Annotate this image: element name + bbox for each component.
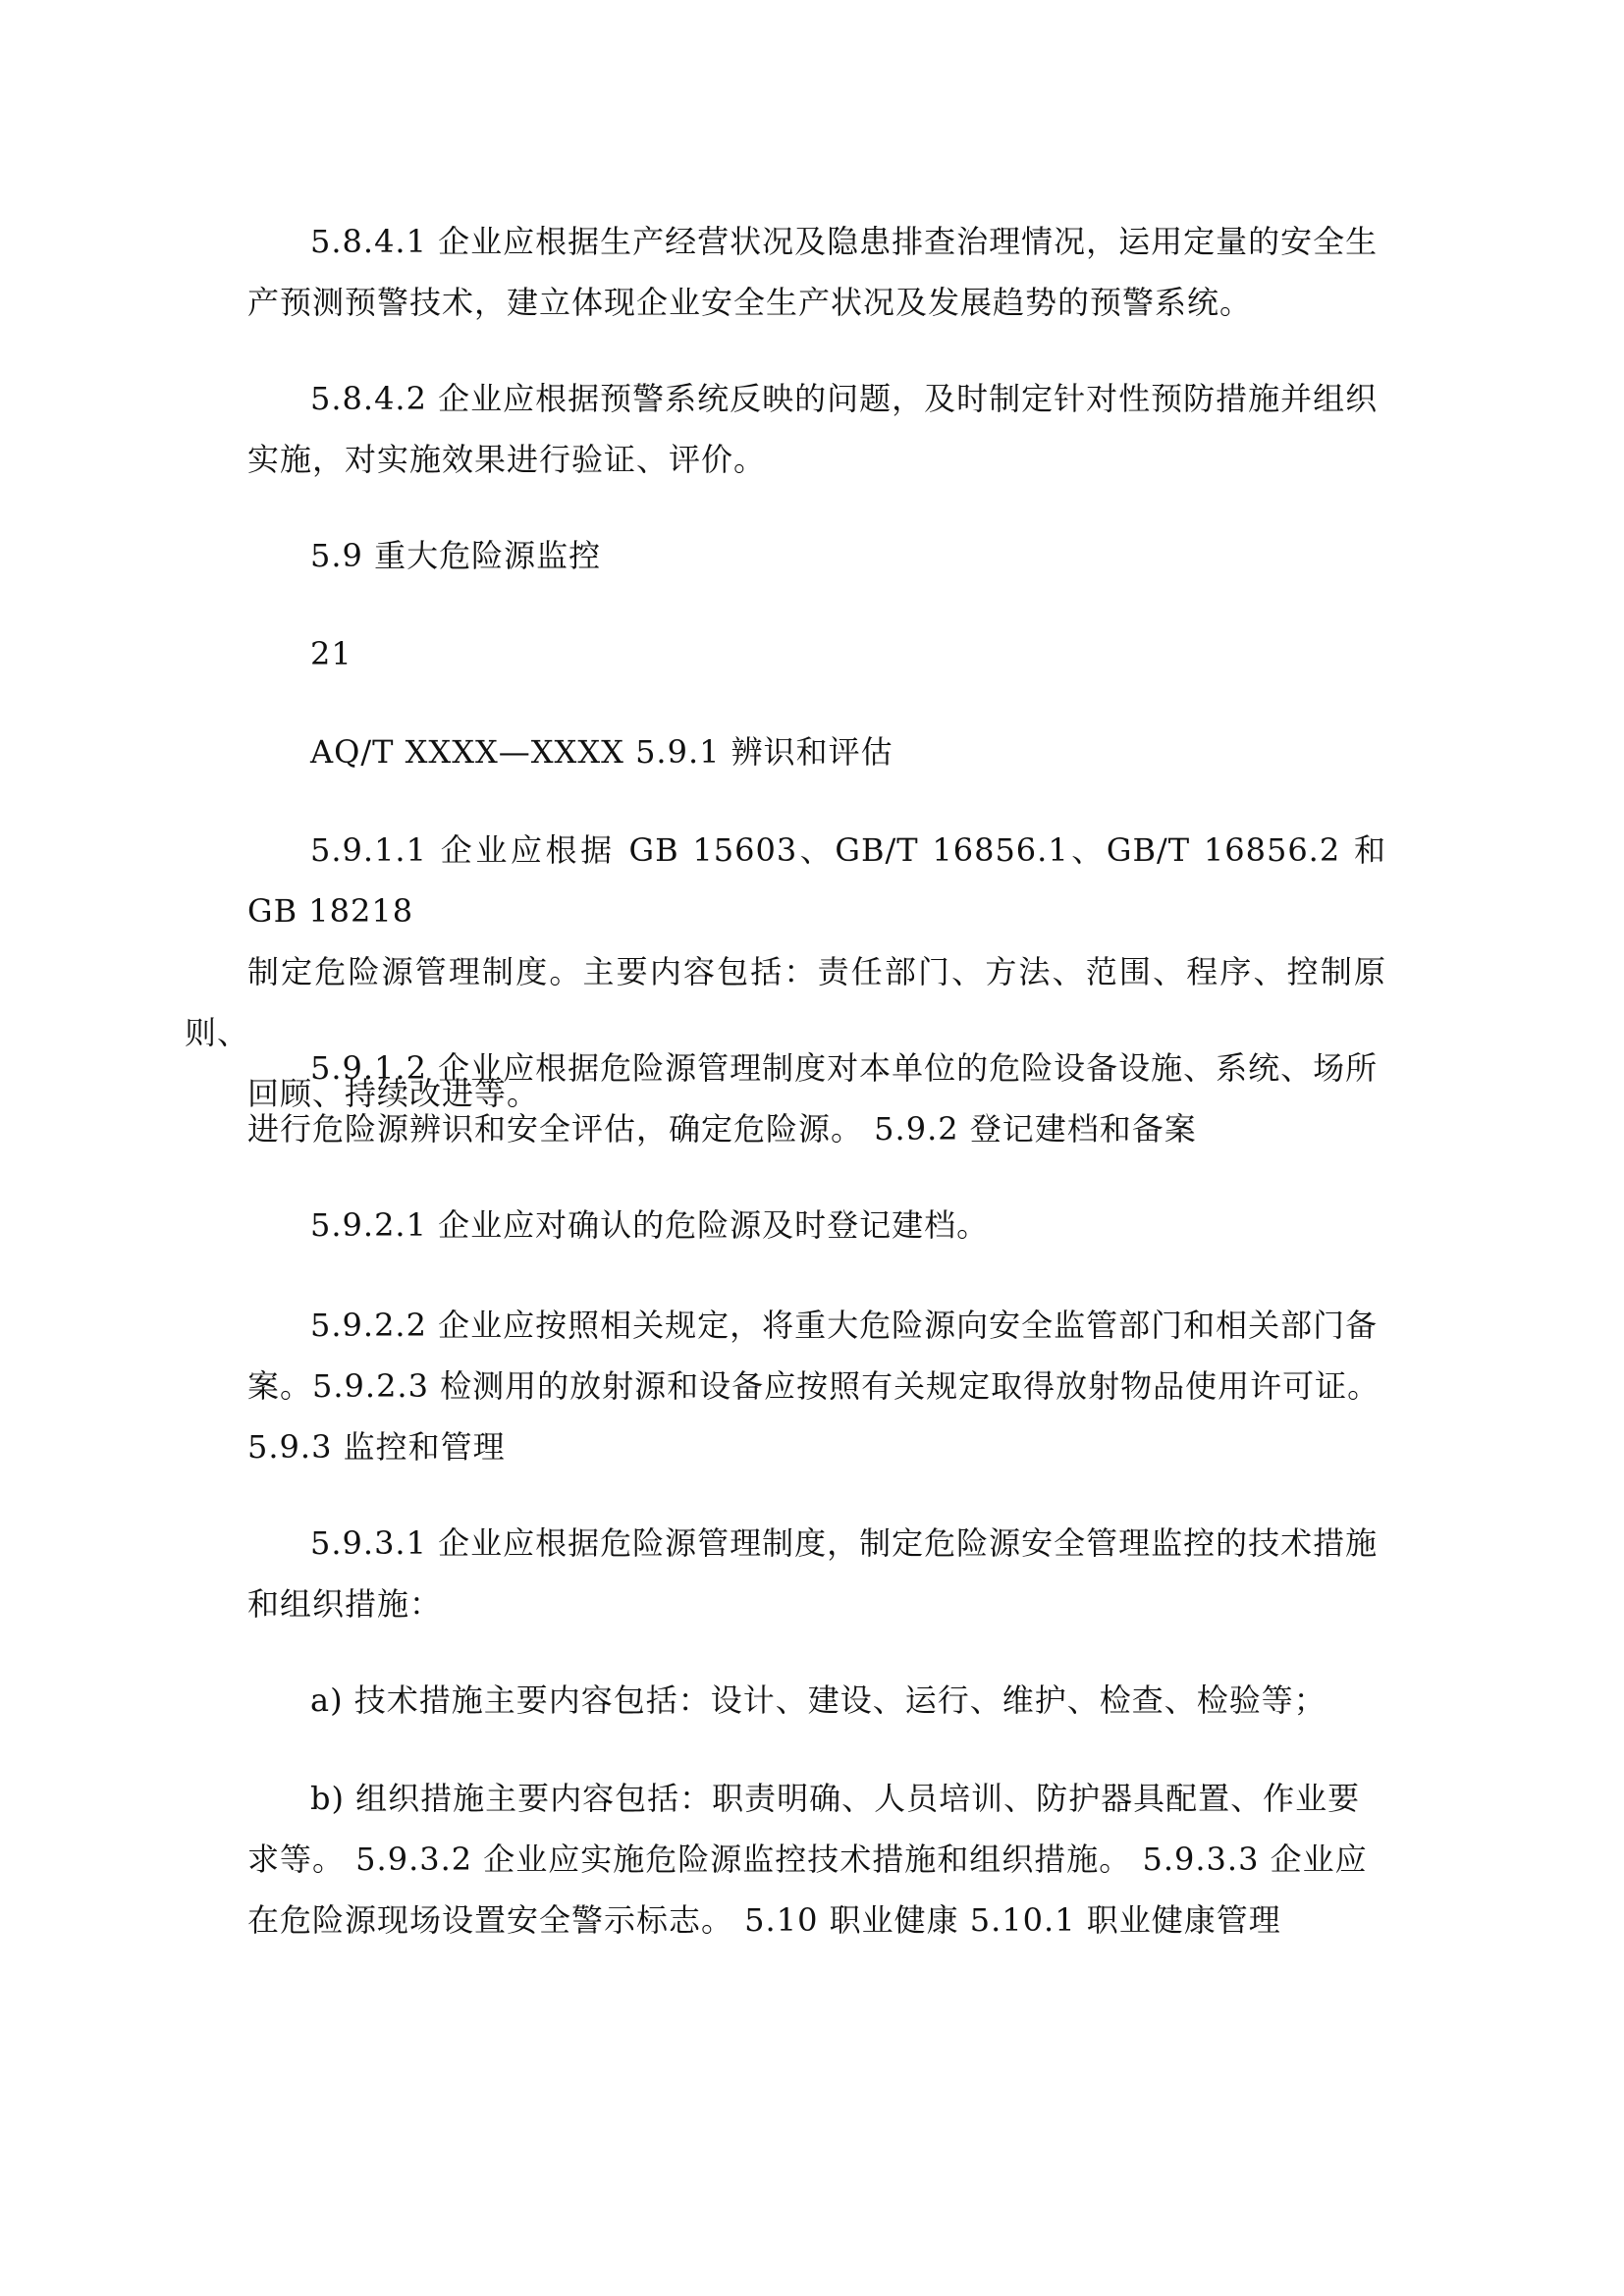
section-heading-5-9 [247,525,1386,586]
text-line: 实施，对实施效果进行验证、评价。 [247,441,767,478]
paragraph-5-9-2-1 [247,1195,1386,1255]
running-header-and-heading-5-9-1 [247,721,1386,782]
list-item-a [247,1670,1386,1731]
text-line: 在危险源现场设置安全警示标志。 5.10 职业健康 5.10.1 职业健康管理 [247,1901,1281,1939]
text-line: a) 技术措施主要内容包括：设计、建设、运行、维护、检查、检验等； [310,1682,1326,1719]
text-line: 进行危险源辨识和安全评估，确定危险源。 5.9.2 登记建档和备案 [247,1110,1197,1148]
paragraph-5-9-3-1 [247,1513,1386,1634]
text-line: 产预测预警技术，建立体现企业安全生产状况及发展趋势的预警系统。 [247,284,1253,321]
text-line: 5.9 重大危险源监控 [310,537,602,574]
text-line: 案。5.9.2.3 检测用的放射源和设备应按照有关规定取得放射物品使用许可证。 [247,1367,1380,1405]
text-line: 和组织措施： [247,1585,443,1623]
text-line: 5.9.3.1 企业应根据危险源管理制度，制定危险源安全管理监控的技术措施 [310,1524,1379,1562]
text-line: 回顾、持续改进等。 [247,1075,540,1112]
paragraph-5-8-4-1 [247,211,1386,333]
text-line: 5.9.1.2 企业应根据危险源管理制度对本单位的危险设备设施、系统、场所 [310,1049,1379,1087]
text-line: 5.8.4.1 企业应根据生产经营状况及隐患排查治理情况，运用定量的安全生 [310,223,1379,260]
text-line: 5.9.1.1 企业应根据 GB 15603、GB/T 16856.1、GB/T 16856.2 和 GB 18218 [247,831,1386,930]
text-line: 5.9.3 监控和管理 [247,1428,506,1466]
text-line: b) 组织措施主要内容包括：职责明确、人员培训、防护器具配置、作业要 [310,1780,1361,1817]
page-number [247,623,1386,684]
text-line: 制定危险源管理制度。主要内容包括：责任部门、方法、范围、程序、控制原则、 [185,953,1386,1051]
text-line: 5.9.2.1 企业应对确认的危险源及时登记建档。 [310,1206,990,1244]
list-item-b [247,1768,1386,1950]
paragraph-5-9-1-2 [247,1038,1386,1159]
text-line: 5.8.4.2 企业应根据预警系统反映的问题，及时制定针对性预防措施并组织 [310,380,1379,417]
paragraph-5-9-2-2 [247,1295,1386,1477]
text-line: 求等。 5.9.3.2 企业应实施危险源监控技术措施和组织措施。 5.9.3.3 企业应 [247,1841,1368,1878]
text-line: 5.9.2.2 企业应按照相关规定，将重大危险源向安全监管部门和相关部门备 [310,1307,1379,1344]
text-line: 21 [310,635,352,672]
paragraph-5-8-4-2 [247,368,1386,490]
text-line: AQ/T XXXX—XXXX 5.9.1 辨识和评估 [310,733,893,771]
